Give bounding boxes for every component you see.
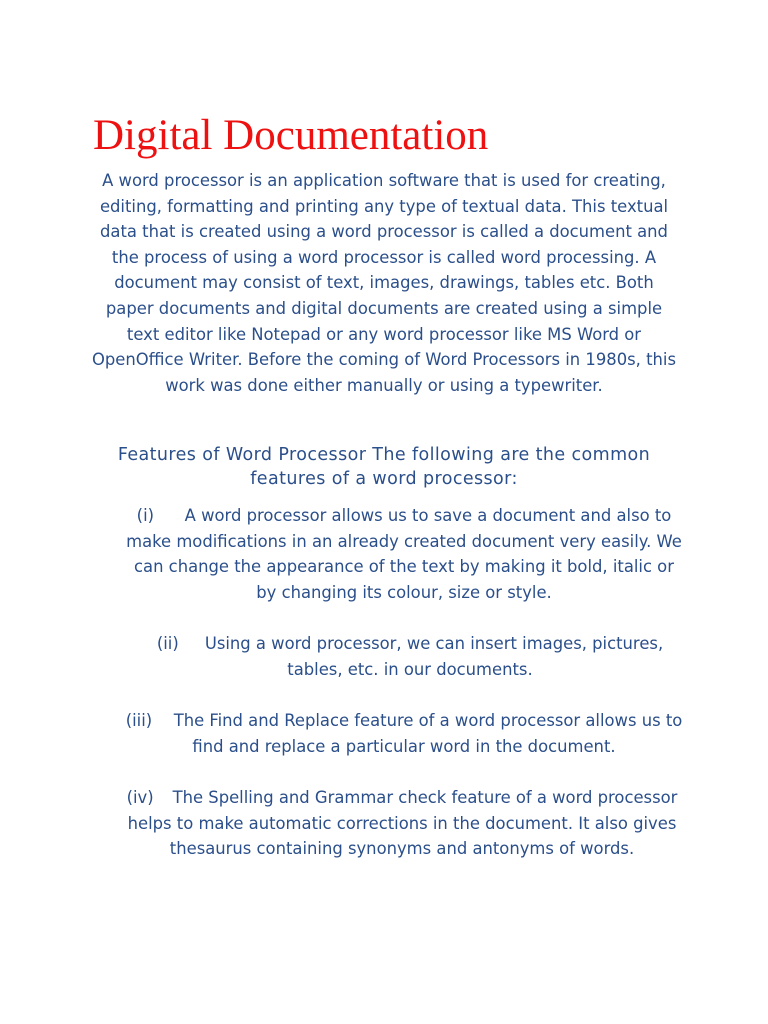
feature-item-4: [117, 785, 687, 862]
feature-item-1: [124, 503, 684, 605]
feature-item-2: [140, 631, 680, 682]
feature-text: A word processor allows us to save a document and also to make modifications in an already created document very easily. We can change the appearance of the text by making it bold, italic or by changing its colour, size or style.: [126, 506, 682, 602]
feature-text: The Spelling and Grammar check feature of a word processor helps to make automatic corrections in the document. It also gives thesaurus containing synonyms and antonyms of words.: [127, 788, 678, 859]
feature-marker: (i): [136, 506, 155, 525]
document-title: Digital Documentation: [93, 112, 489, 159]
features-heading: Features of Word Processor The following are the common features of a word processor:: [117, 445, 651, 489]
feature-item-3: [124, 708, 684, 759]
feature-marker: (ii): [156, 634, 179, 653]
feature-text: The Find and Replace feature of a word processor allows us to find and replace a particular word in the document.: [173, 711, 683, 756]
intro-paragraph: A word processor is an application software that is used for creating, editing, formatting and printing any type of textual data. This textual data that is created using a word processor is called a document and the process of using a word processor is called word processing. A document may consist of text, images, drawings, tables etc. Both paper documents and digital documents are created using a simple text editor like Notepad or any word processor like MS Word or OpenOffice Writer. Before the coming of Word Processors in 1980s, this work was done either manually or using a typewriter.: [91, 171, 676, 395]
feature-marker: (iv): [126, 788, 154, 807]
feature-text: Using a word processor, we can insert images, pictures, tables, etc. in our documents.: [204, 634, 664, 679]
feature-marker: (iii): [125, 711, 153, 730]
